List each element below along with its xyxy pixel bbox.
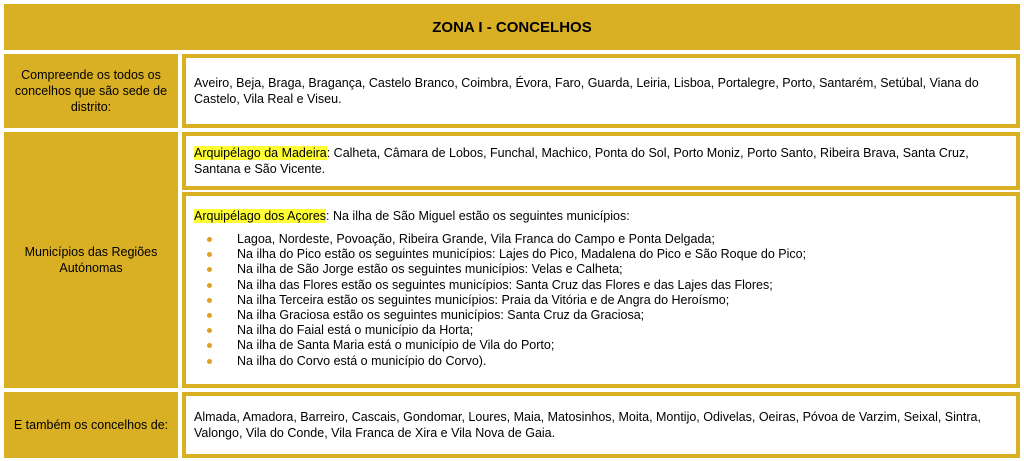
table-title-text: ZONA I - CONCELHOS [432, 18, 592, 36]
list-item: Na ilha do Faial está o município da Horta; [194, 323, 1008, 338]
row-content-other-concelhos [182, 392, 1020, 458]
acores-intro [194, 208, 1008, 224]
row-content-madeira [182, 132, 1020, 190]
acores-intro-text: : Na ilha de São Miguel estão os seguintes municípios: [326, 209, 630, 223]
row-label-district-seats [4, 54, 178, 128]
madeira-paragraph [194, 145, 1008, 177]
district-seats-list: Aveiro, Beja, Braga, Bragança, Castelo Branco, Coimbra, Évora, Faro, Guarda, Leiria, Lisboa, Portalegre, Porto, Santarém, Setúbal, Viana do Castelo, Vila Real e Viseu. [194, 76, 979, 106]
row-label-text: Municípios das Regiões Autónomas [24, 245, 158, 275]
row-label-text: E também os concelhos de: [13, 418, 169, 432]
row-label-other-concelhos [4, 392, 178, 458]
row-content-district-seats [182, 54, 1020, 128]
madeira-highlight: Arquipélago da Madeira [194, 146, 327, 160]
madeira-municipalities: : Calheta, Câmara de Lobos, Funchal, Machico, Ponta do Sol, Porto Moniz, Porto Santo, Ribeira Brava, Santa Cruz, Santana e São Vicente. [194, 146, 969, 176]
list-item: Na ilha Graciosa estão os seguintes municípios: Santa Cruz da Graciosa; [194, 308, 1008, 323]
list-item: Na ilha do Pico estão os seguintes municípios: Lajes do Pico, Madalena do Pico e São Roque do Pico; [194, 247, 1008, 262]
acores-highlight: Arquipélago dos Açores [194, 209, 327, 223]
other-concelhos-list: Almada, Amadora, Barreiro, Cascais, Gondomar, Loures, Maia, Matosinhos, Moita, Montijo, Odivelas, Oeiras, Póvoa de Varzim, Seixal, Sintra, Valongo, Vila do Conde, Vila Franca de Xira e Vila Nova de Gaia. [194, 410, 981, 440]
list-item: Lagoa, Nordeste, Povoação, Ribeira Grande, Vila Franca do Campo e Ponta Delgada; [194, 232, 1008, 247]
row-label-autonomous-regions [4, 132, 178, 388]
list-item: Na ilha das Flores estão os seguintes municípios: Santa Cruz das Flores e das Lajes das Flores; [194, 278, 1008, 293]
list-item: Na ilha de Santa Maria está o município de Vila do Porto; [194, 338, 1008, 353]
row-label-text: Compreende os todos os concelhos que são sede de distrito: [14, 68, 168, 114]
acores-island-list [194, 232, 1008, 369]
row-content-acores [182, 192, 1020, 388]
list-item: Na ilha Terceira estão os seguintes municípios: Praia da Vitória e de Angra do Heroísmo; [194, 293, 1008, 308]
list-item: Na ilha de São Jorge estão os seguintes municípios: Velas e Calheta; [194, 262, 1008, 277]
list-item: Na ilha do Corvo está o município do Corvo). [194, 354, 1008, 369]
table-title [4, 4, 1020, 50]
